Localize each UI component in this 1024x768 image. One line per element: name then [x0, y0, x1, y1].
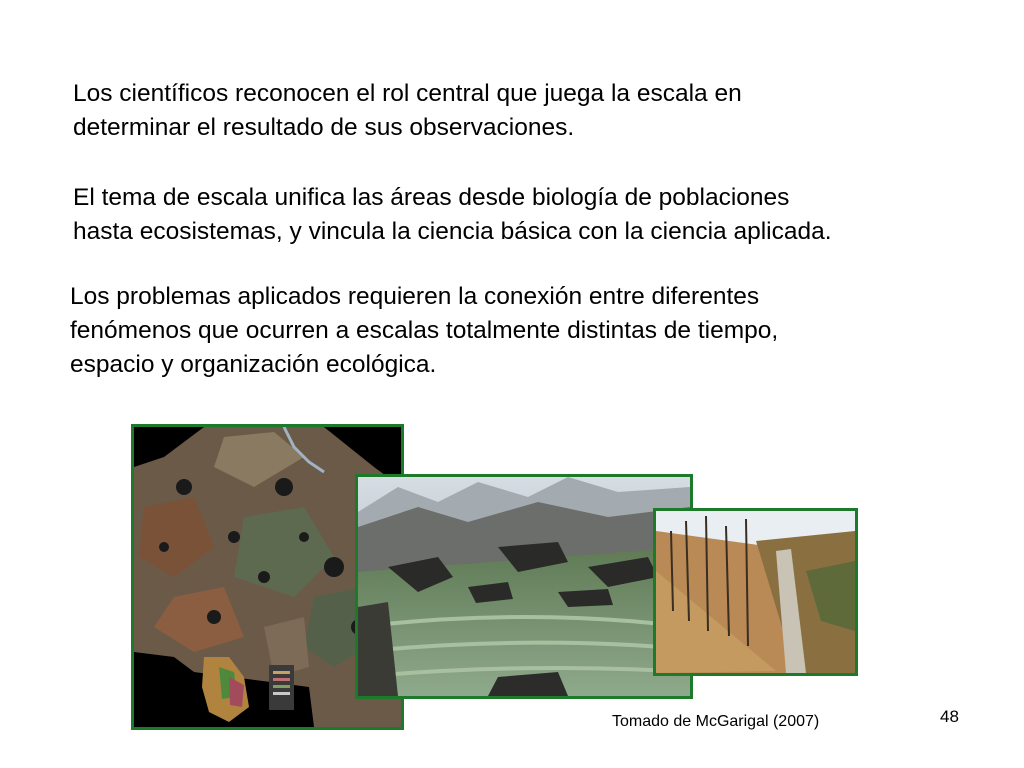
- burned-slope-photo: [653, 508, 858, 676]
- paragraph-2-line-2: hasta ecosistemas, y vincula la ciencia básica con la ciencia aplicada.: [73, 218, 832, 245]
- paragraph-3-line-1: Los problemas aplicados requieren la conexión entre diferentes: [70, 283, 760, 310]
- paragraph-3: [70, 280, 778, 382]
- paragraph-2-line-1: El tema de escala unifica las áreas desde biología de poblaciones: [73, 184, 790, 211]
- image-credit: Tomado de McGarigal (2007): [612, 713, 820, 730]
- paragraph-1-line-2: determinar el resultado de sus observaciones.: [73, 114, 575, 141]
- paragraph-3-line-3: espacio y organización ecológica.: [70, 351, 437, 378]
- valley-photo: [355, 474, 693, 699]
- paragraph-1-line-1: Los científicos reconocen el rol central que juega la escala en: [73, 80, 742, 107]
- paragraph-2: [73, 181, 832, 249]
- paragraph-3-line-2: fenómenos que ocurren a escalas totalmente distintas de tiempo,: [70, 317, 779, 344]
- paragraph-1: [73, 77, 742, 145]
- page-number: 48: [940, 707, 959, 726]
